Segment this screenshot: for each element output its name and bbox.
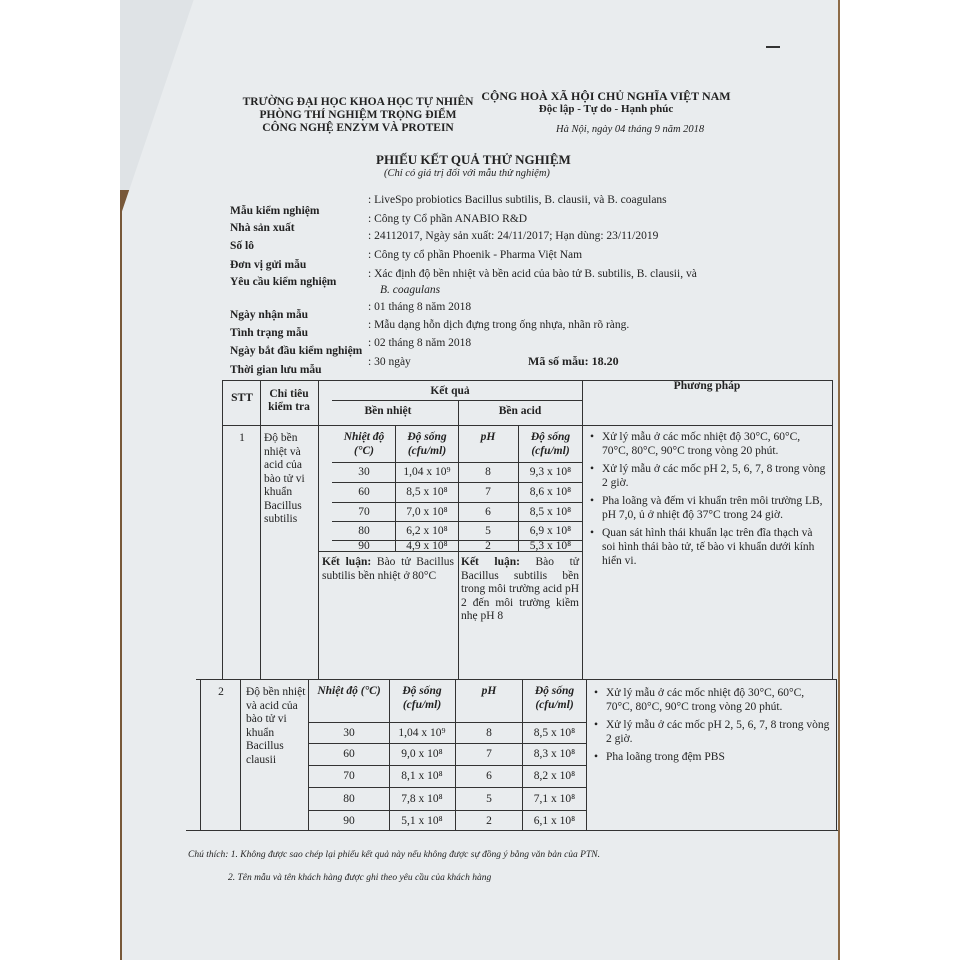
info-label: Yêu cầu kiểm nghiệm — [230, 276, 337, 288]
temp-cell: 90 — [343, 815, 355, 827]
method-item: • Xử lý mẫu ở các mốc pH 2, 5, 6, 7, 8 trong vòng 2 giờ. — [594, 719, 830, 745]
survival-cell: 1,04 x 10⁹ — [403, 466, 451, 478]
temp-cell: 30 — [343, 727, 355, 739]
ph-cell: 8 — [486, 727, 492, 739]
info-label: Số lô — [230, 240, 254, 252]
row-criteria: Độ bền nhiệt và acid của bào tử vi khuẩn Bacillus subtilis — [264, 432, 305, 525]
survival-cell: 6,9 x 10⁸ — [529, 525, 572, 537]
info-value: : Xác định độ bền nhiệt và bền acid của bào tử B. subtilis, B. clausii, và — [368, 268, 697, 280]
conclusion-acid-text: Bào tử Bacillus subtilis bền trong môi trường acid pH 2 đến môi trường kiềm nhẹ pH 8 — [461, 556, 579, 622]
temp-cell: 60 — [358, 486, 370, 498]
info-value: : LiveSpo probiotics Bacillus subtilis, B. clausii, và B. coagulans — [368, 194, 667, 206]
info-label: Nhà sản xuất — [230, 222, 295, 234]
survival-cell: 7,0 x 10⁸ — [406, 506, 448, 518]
header-result: Kết quả — [430, 385, 470, 397]
col-survival-header: Độ sống (cfu/ml) — [530, 431, 571, 457]
conclusion-label: Kết luận: — [322, 556, 372, 568]
white-border-right — [840, 0, 960, 960]
ph-cell: 5 — [486, 793, 492, 805]
method-list — [590, 430, 826, 572]
document-subtitle: (Chỉ có giá trị đối với mẫu thử nghiệm) — [384, 168, 550, 179]
survival-cell: 7,8 x 10⁸ — [401, 793, 443, 805]
ph-cell: 7 — [485, 486, 491, 498]
info-label: Tình trạng mẫu — [230, 327, 308, 339]
temp-cell: 30 — [358, 466, 370, 478]
survival-cell: 7,1 x 10⁸ — [533, 793, 576, 805]
info-label: Thời gian lưu mẫu — [230, 364, 322, 376]
survival-cell: 8,5 x 10⁸ — [529, 506, 572, 518]
survival-cell: 9,0 x 10⁸ — [401, 748, 443, 760]
method-item: • Pha loãng trong đệm PBS — [594, 751, 725, 763]
institution-header — [238, 96, 478, 135]
ph-cell: 8 — [485, 466, 491, 478]
conclusion-label: Kết luận: — [461, 556, 520, 568]
survival-cell: 5,1 x 10⁸ — [401, 815, 443, 827]
document-date: Hà Nội, ngày 04 tháng 9 năm 2018 — [556, 124, 705, 135]
survival-cell: 8,1 x 10⁸ — [401, 770, 443, 782]
info-value: : Mẫu dạng hỗn dịch đựng trong ống nhựa, nhãn rõ ràng. — [368, 319, 630, 331]
survival-cell: 8,2 x 10⁸ — [533, 770, 576, 782]
sample-code — [528, 354, 619, 369]
info-label: Ngày nhận mẫu — [230, 309, 308, 321]
temp-cell: 80 — [343, 793, 355, 805]
info-value: : 24112017, Ngày sản xuất: 24/11/2017; Hạn dùng: 23/11/2019 — [368, 230, 659, 242]
header-stt: STT — [231, 392, 253, 404]
conclusion-acid — [461, 556, 579, 624]
survival-cell: 8,6 x 10⁸ — [529, 486, 572, 498]
info-value: : Công ty Cổ phần ANABIO R&D — [368, 213, 528, 225]
ph-cell: 6 — [485, 506, 491, 518]
col-survival-header: Độ sống (cfu/ml) — [402, 685, 442, 711]
header-acid: Bền acid — [498, 405, 542, 417]
info-label: Đơn vị gửi mẫu — [230, 259, 307, 271]
temp-cell: 90 — [358, 540, 370, 552]
institution-line-1: TRƯỜNG ĐẠI HỌC KHOA HỌC TỰ NHIÊN — [242, 96, 474, 108]
republic-motto: Độc lập - Tự do - Hạnh phúc — [538, 103, 674, 115]
republic-header — [478, 90, 734, 116]
row-stt: 1 — [239, 432, 245, 444]
survival-cell: 6,1 x 10⁸ — [533, 815, 576, 827]
header-criteria: Chỉ tiêu kiểm tra — [268, 388, 310, 413]
ph-cell: 5 — [485, 525, 491, 537]
header-method: Phương pháp — [673, 380, 741, 392]
survival-cell: 5,3 x 10⁸ — [529, 540, 572, 552]
col-survival-header: Độ sống (cfu/ml) — [534, 685, 575, 711]
row-stt: 2 — [218, 686, 224, 698]
footnote-2: 2. Tên mẫu và tên khách hàng được ghi theo yêu cầu của khách hàng — [228, 873, 492, 883]
method-text: Quan sát hình thái khuẩn lạc trên đĩa thạch và soi hình thái bào tử, tế bào vi khuẩn dưới kính hiển vi. — [602, 527, 815, 567]
institution-line-2: PHÒNG THÍ NGHIỆM TRỌNG ĐIỂM — [259, 109, 457, 121]
survival-cell: 8,5 x 10⁸ — [406, 486, 448, 498]
method-item: • Xử lý mẫu ở các mốc pH 2, 5, 6, 7, 8 trong vòng 2 giờ. — [590, 463, 826, 489]
col-temp-header: Nhiệt độ (°C) — [343, 431, 385, 457]
ph-cell: 2 — [485, 540, 491, 552]
info-value-continued: B. coagulans — [380, 284, 441, 296]
ph-cell: 7 — [486, 748, 492, 760]
temp-cell: 60 — [343, 748, 355, 760]
col-temp-header: Nhiệt độ (°C) — [317, 685, 381, 697]
info-value: : 30 ngày — [368, 356, 411, 368]
survival-cell: 4,9 x 10⁸ — [406, 540, 448, 552]
survival-cell: 8,5 x 10⁸ — [533, 727, 576, 739]
ph-cell: 6 — [486, 770, 492, 782]
survival-cell: 9,3 x 10⁸ — [529, 466, 572, 478]
method-text: Xử lý mẫu ở các mốc nhiệt độ 30°C, 60°C, 70°C, 80°C, 90°C trong vòng 20 phút. — [602, 431, 801, 457]
method-text: Pha loãng và đếm vi khuẩn trên môi trường LB, pH 7,0, ủ ở nhiệt độ 37°C trong 24 giờ. — [602, 495, 823, 521]
white-border-left — [0, 0, 120, 960]
institution-line-3: CÔNG NGHỆ ENZYM VÀ PROTEIN — [262, 122, 454, 134]
survival-cell: 6,2 x 10⁸ — [406, 525, 448, 537]
method-item: • Xử lý mẫu ở các mốc nhiệt độ 30°C, 60°C, 70°C, 80°C, 90°C trong vòng 20 phút. — [594, 687, 805, 713]
method-item: • Xử lý mẫu ở các mốc nhiệt độ 30°C, 60°C, 70°C, 80°C, 90°C trong vòng 20 phút. — [590, 431, 801, 457]
method-text: Xử lý mẫu ở các mốc pH 2, 5, 6, 7, 8 trong vòng 2 giờ. — [606, 719, 830, 745]
method-item: • Pha loãng và đếm vi khuẩn trên môi trường LB, pH 7,0, ủ ở nhiệt độ 37°C trong 24 giờ. — [590, 495, 823, 521]
method-text: Pha loãng trong đệm PBS — [606, 751, 725, 763]
method-text: Xử lý mẫu ở các mốc nhiệt độ 30°C, 60°C, 70°C, 80°C, 90°C trong vòng 20 phút. — [606, 687, 805, 713]
temp-cell: 70 — [343, 770, 355, 782]
conclusion-heat — [322, 556, 454, 583]
info-value: : 02 tháng 8 năm 2018 — [368, 337, 472, 349]
survival-cell: 8,3 x 10⁸ — [533, 748, 576, 760]
col-survival-header: Độ sống (cfu/ml) — [407, 431, 447, 457]
header-heat: Bền nhiệt — [364, 405, 412, 417]
method-list — [594, 686, 830, 768]
temp-cell: 70 — [358, 506, 370, 518]
republic-title: CỘNG HOÀ XÃ HỘI CHỦ NGHĨA VIỆT NAM — [481, 89, 731, 103]
conclusion-heat-text: Bào tử Bacillus subtilis bền nhiệt ở 80°C — [322, 556, 454, 582]
col-ph-header: pH — [480, 431, 496, 443]
col-ph-header: pH — [481, 685, 497, 697]
sample-code-text: Mã số mẫu: 18.20 — [528, 354, 619, 368]
footnote-1: Chú thích: 1. Không được sao chép lại phiếu kết quả này nếu không được sự đồng ý bằng văn bản của PTN. — [188, 850, 600, 860]
row-criteria: Độ bền nhiệt và acid của bào tử vi khuẩn Bacillus clausii — [246, 686, 306, 766]
info-label: Ngày bắt đầu kiểm nghiệm — [230, 345, 363, 357]
info-value: : Công ty cổ phần Phoenik - Pharma Việt Nam — [368, 249, 583, 261]
method-item: • Quan sát hình thái khuẩn lạc trên đĩa thạch và soi hình thái bào tử, tế bào vi khuẩn dưới kính hiển vi. — [590, 527, 815, 567]
method-text: Xử lý mẫu ở các mốc pH 2, 5, 6, 7, 8 trong vòng 2 giờ. — [602, 463, 826, 489]
corner-mark — [766, 46, 780, 48]
info-value: : 01 tháng 8 năm 2018 — [368, 301, 472, 313]
survival-cell: 1,04 x 10⁹ — [398, 727, 446, 739]
ph-cell: 2 — [486, 815, 492, 827]
temp-cell: 80 — [358, 525, 370, 537]
document-title: PHIẾU KẾT QUẢ THỬ NGHIỆM — [376, 152, 571, 167]
info-label: Mẫu kiểm nghiệm — [230, 205, 320, 217]
